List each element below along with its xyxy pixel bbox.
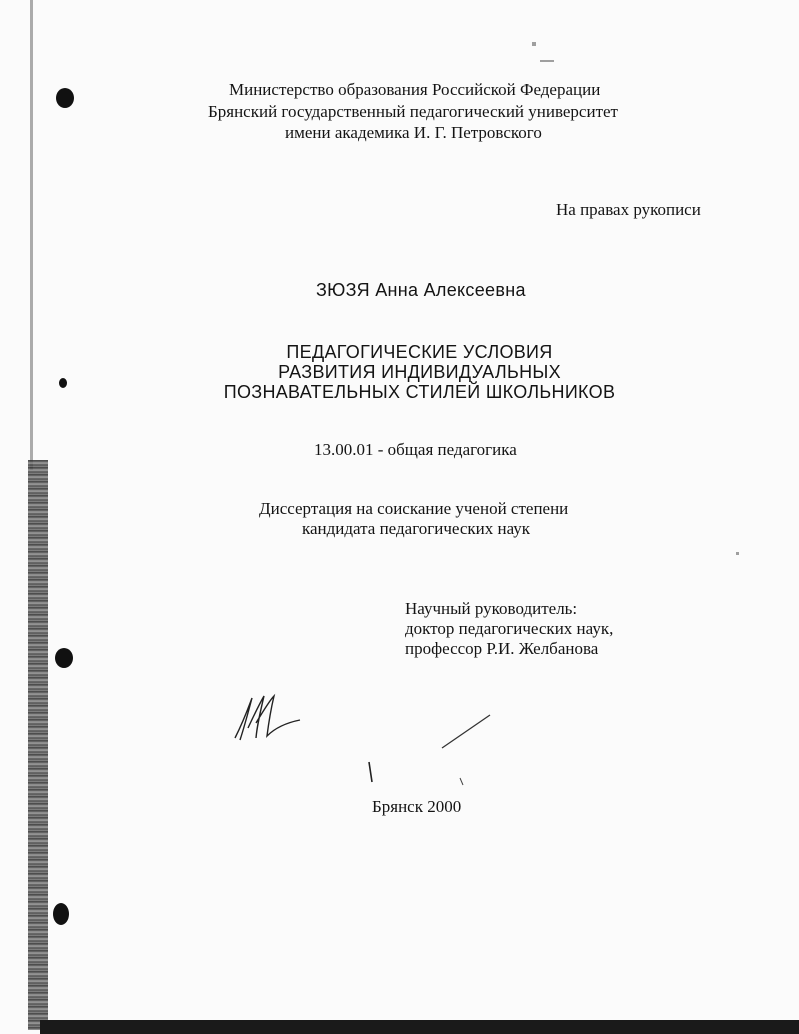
pen-stroke [440,712,495,752]
rights-note: На правах рукописи [556,200,701,219]
scan-speck [736,552,739,555]
punch-hole-4 [53,903,69,925]
university-named-after: имени академика И. Г. Петровского [285,123,542,142]
scan-speck [540,60,554,62]
pen-stroke [366,760,378,786]
punch-hole-3 [55,648,73,668]
degree-line-1: Диссертация на соискание ученой степени [259,499,569,518]
title-line-1: ПЕДАГОГИЧЕСКИЕ УСЛОВИЯ [286,342,553,362]
ministry-name: Министерство образования Российской Федерации [229,80,601,99]
specialty-code: 13.00.01 - общая педагогика [314,440,517,459]
degree-line-2: кандидата педагогических наук [302,519,531,538]
title-line-3: ПОЗНАВАТЕЛЬНЫХ СТИЛЕЙ ШКОЛЬНИКОВ [223,382,616,402]
city-year: Брянск 2000 [372,797,462,816]
university-name: Брянский государственный педагогический университет [208,102,618,121]
pen-stroke [458,776,466,788]
scan-edge-bottom [40,1020,799,1034]
punch-hole-1 [56,88,74,108]
supervisor-name: профессор Р.И. Желбанова [405,639,599,658]
author-name: ЗЮЗЯ Анна Алексеевна [316,280,526,300]
scan-speck [532,42,536,46]
title-line-2: РАЗВИТИЯ ИНДИВИДУАЛЬНЫХ [278,362,561,382]
signature-mark [230,688,310,748]
scan-edge-binding [28,460,48,1030]
supervisor-label: Научный руководитель: [405,599,578,618]
supervisor-degree: доктор педагогических наук, [405,619,614,638]
